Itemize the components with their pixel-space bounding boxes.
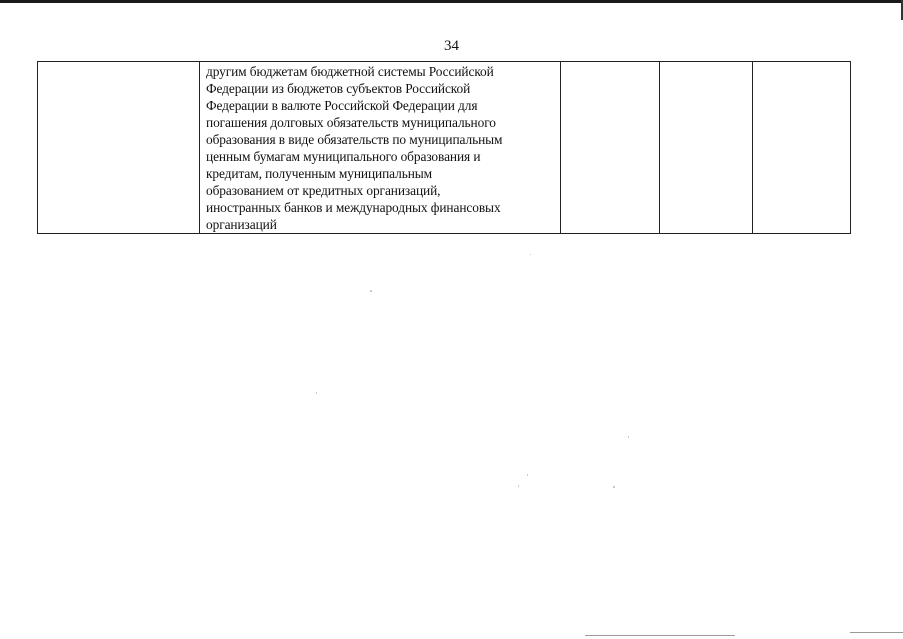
- table-cell-value-1: [561, 62, 660, 234]
- cell-value-2-text: [660, 62, 752, 63]
- scan-speck: [370, 290, 372, 292]
- scan-bottom-mark: [585, 635, 735, 636]
- scan-speck: [316, 392, 317, 394]
- cell-value-1-text: [561, 62, 659, 63]
- continuation-table: [37, 61, 851, 234]
- cell-code-text: [38, 62, 199, 63]
- table-cell-name: [200, 62, 561, 234]
- scan-speck: [628, 436, 629, 438]
- scan-speck: [518, 485, 519, 487]
- scan-speck: [530, 254, 531, 255]
- table-cell-value-3: [753, 62, 851, 234]
- scan-top-edge: [0, 0, 903, 3]
- table-cell-code: [38, 62, 200, 234]
- table-row: [38, 62, 851, 234]
- scan-bottom-mark: [850, 632, 903, 633]
- cell-name-text: другим бюджетам бюджетной системы Российской Федерации из бюджетов субъектов Российской Федерации в валюте Российской Федерации для погашения долговых обязательств муниципального образования в виде обязательств по муниципальным ценным бумагам муниципального образования и кредитам, полученным муниципальным образованием от кредитных организаций, иностранных банков и международных финансовых организаций: [206, 64, 503, 232]
- scan-speck: [613, 486, 615, 488]
- scan-speck: [527, 474, 528, 476]
- cell-value-3-text: [753, 62, 850, 63]
- table-cell-value-2: [660, 62, 753, 234]
- page-number: 34: [444, 38, 459, 54]
